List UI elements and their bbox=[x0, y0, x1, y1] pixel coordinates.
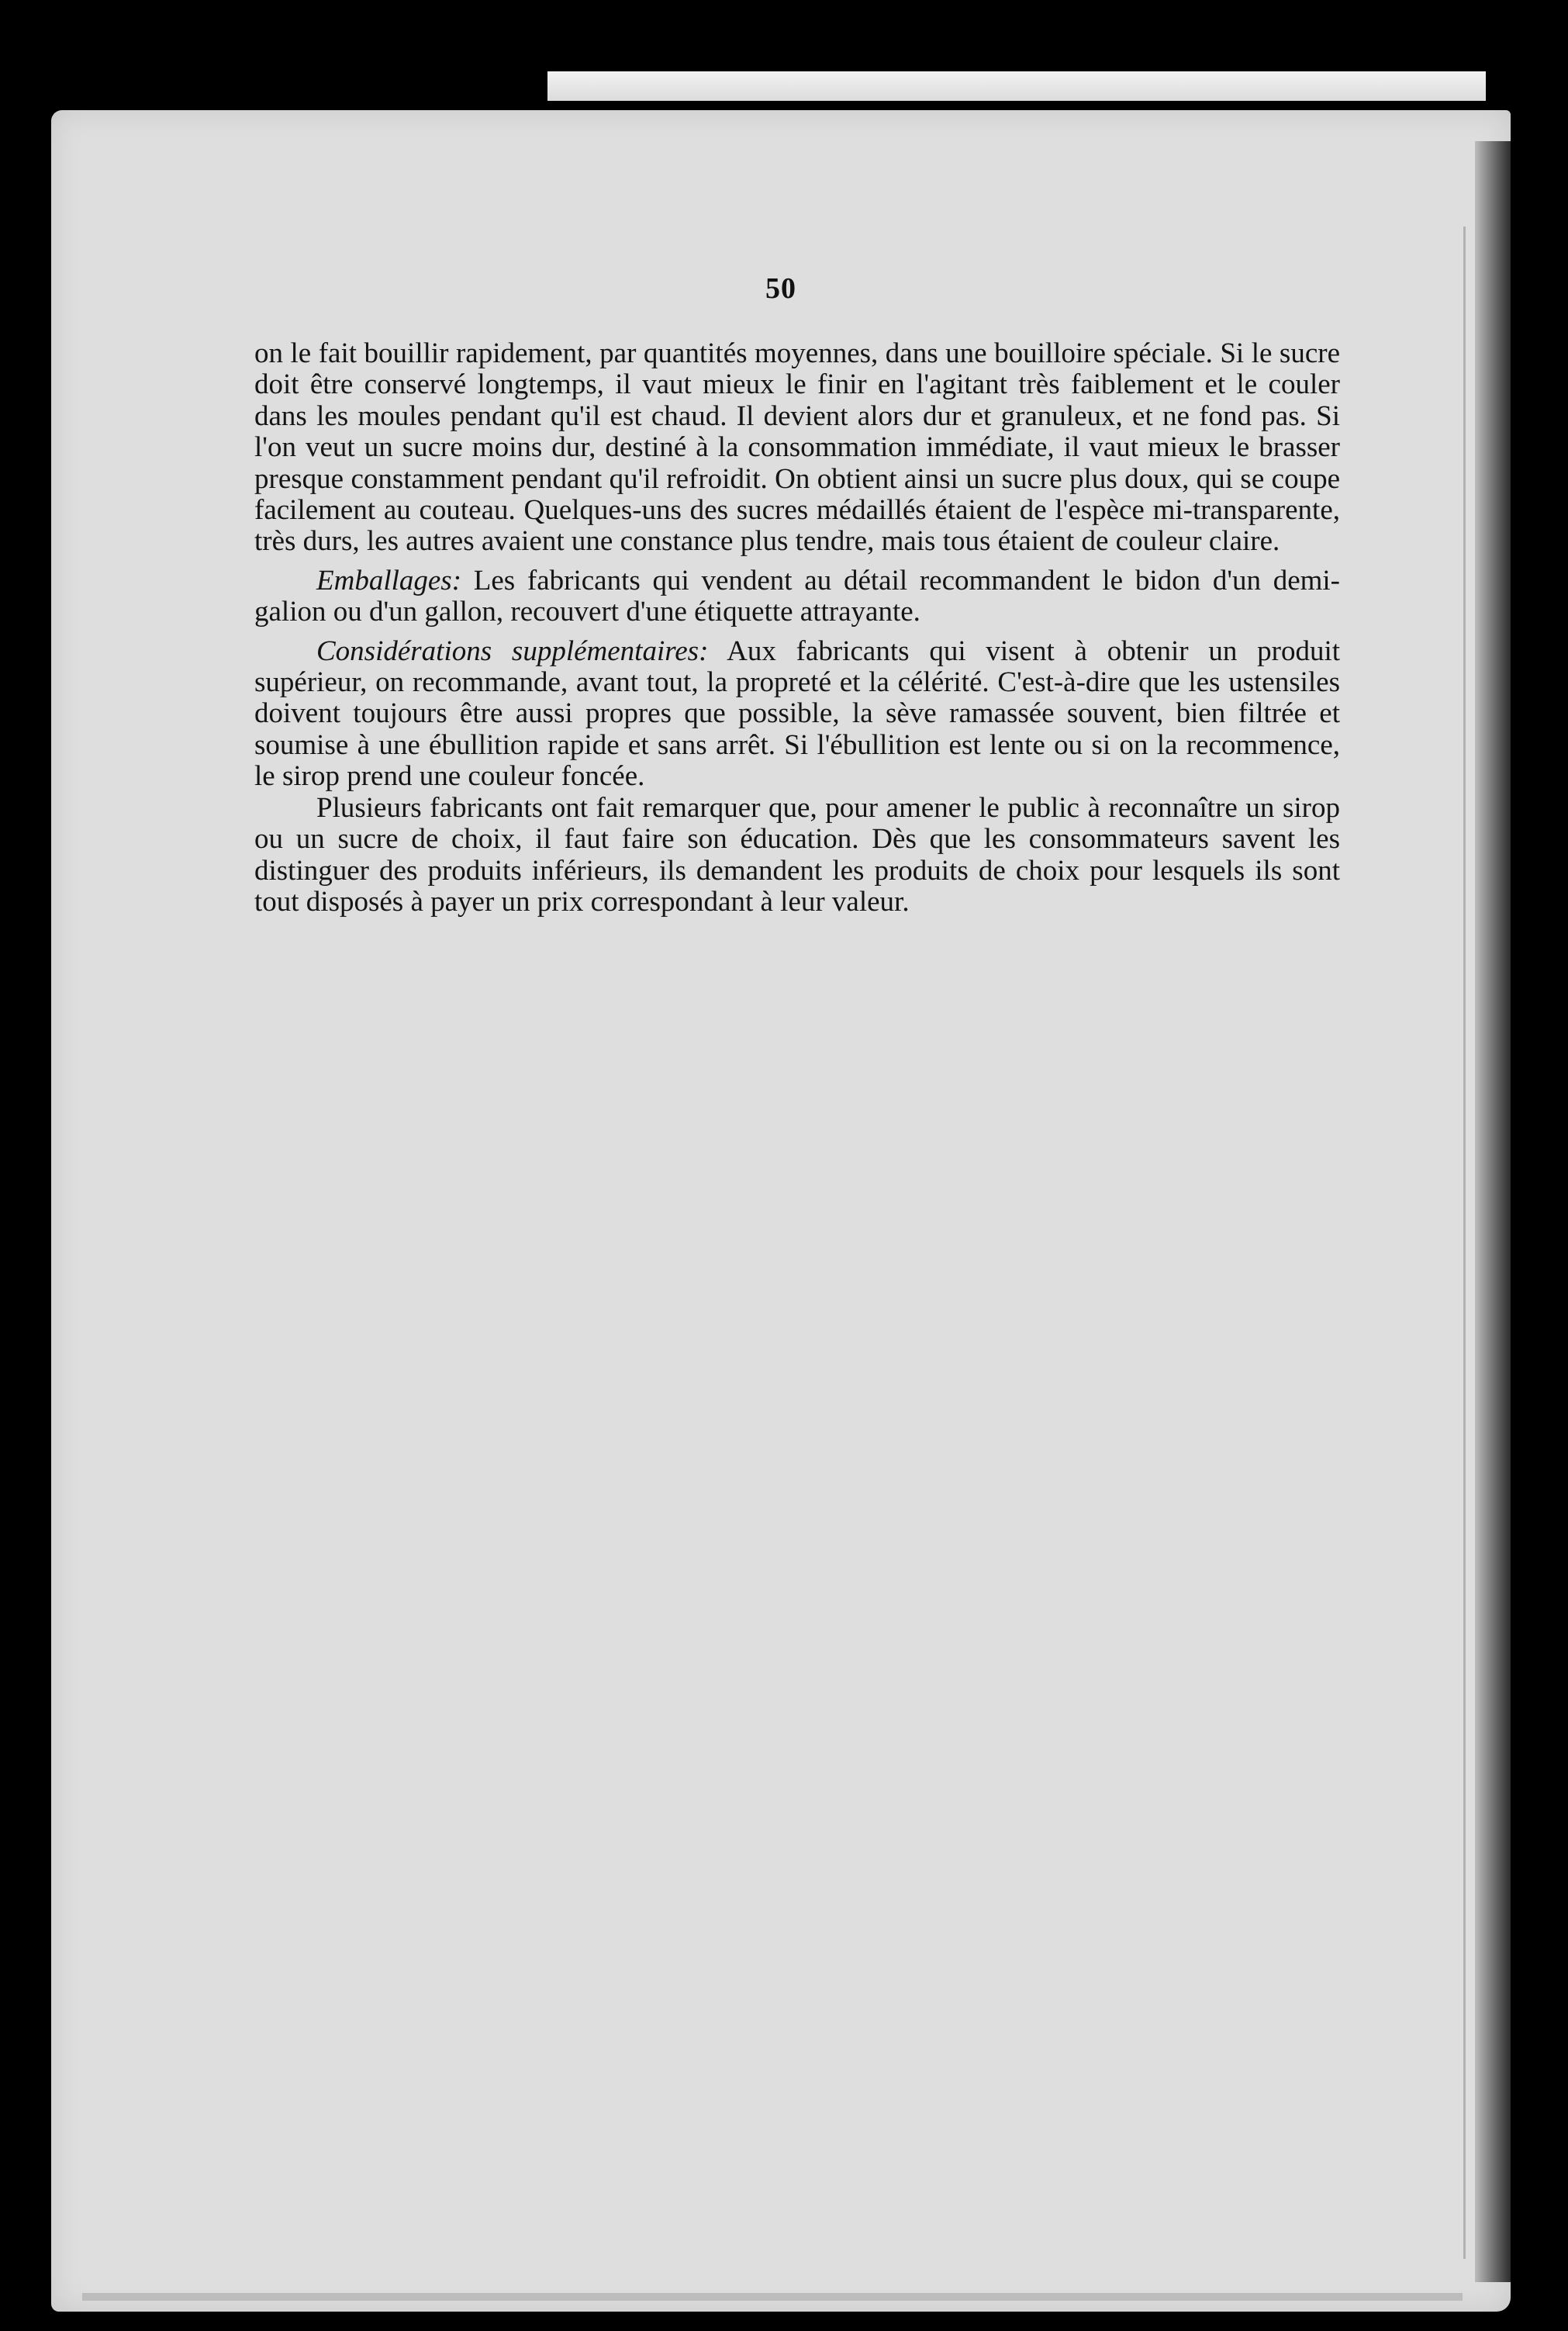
paragraph-text: Aux fabricants qui visent à obtenir un produit supérieur, on recommande, avant tout, la propreté et la célérité. C'est-à-dire que les ustensiles doivent toujours être aussi propres que possible, la sève ramassée souvent, bien filtrée et soumise à une ébullition rapide et sans arrêt. Si l'ébullition est lente ou si on la recommence, le sirop prend une couleur foncée. bbox=[254, 635, 1341, 793]
paragraph-text: Plusieurs fabricants ont fait remarquer que, pour amener le public à reconnaître un sirop ou un sucre de choix, il faut faire son éducation. Dès que les consommateurs savent les distinguer des produits inférieurs, ils demandent les produits de choix pour lesquels ils sont tout disposés à payer un prix correspondant à leur valeur. bbox=[254, 791, 1340, 918]
page-sheet bbox=[51, 110, 1511, 2312]
paragraph-considerations bbox=[254, 636, 1340, 793]
page-fold-line bbox=[1463, 227, 1466, 2259]
section-heading-emballages: Emballages: bbox=[316, 564, 462, 597]
paragraph-continuation bbox=[254, 338, 1340, 558]
paragraph-text: on le fait bouillir rapidement, par quantités moyennes, dans une bouilloire spéciale. Si le sucre doit être conservé longtemps, il vaut mieux le finir en l'agitant très faiblement et le couler dans les moules pendant qu'il est chaud. Il devient alors dur et granuleux, et ne fond pas. Si l'on veut un sucre moins dur, destiné à la consommation immédiate, il vaut mieux le brasser presque constamment pendant qu'il refroidit. On obtient ainsi un sucre plus doux, qui se coupe facilement au couteau. Quelques-uns des sucres médaillés étaient de l'espèce mi-transparente, très durs, les autres avaient une constance plus tendre, mais tous étaient de couleur claire. bbox=[254, 337, 1340, 558]
paragraph-emballages bbox=[254, 565, 1340, 628]
page-bottom-edge bbox=[82, 2293, 1463, 2301]
section-heading-considerations: Considérations supplémentaires: bbox=[316, 635, 709, 667]
body-text bbox=[254, 338, 1340, 918]
top-edge-strip bbox=[547, 71, 1486, 101]
page-fold-shadow bbox=[1475, 141, 1511, 2282]
page-number: 50 bbox=[765, 272, 796, 305]
paragraph-text: Les fabricants qui vendent au détail recommandent le bidon d'un demi-galion ou d'un gallon, recouvert d'une étiquette attrayante. bbox=[254, 564, 1340, 628]
paragraph-plusieurs bbox=[254, 793, 1340, 918]
